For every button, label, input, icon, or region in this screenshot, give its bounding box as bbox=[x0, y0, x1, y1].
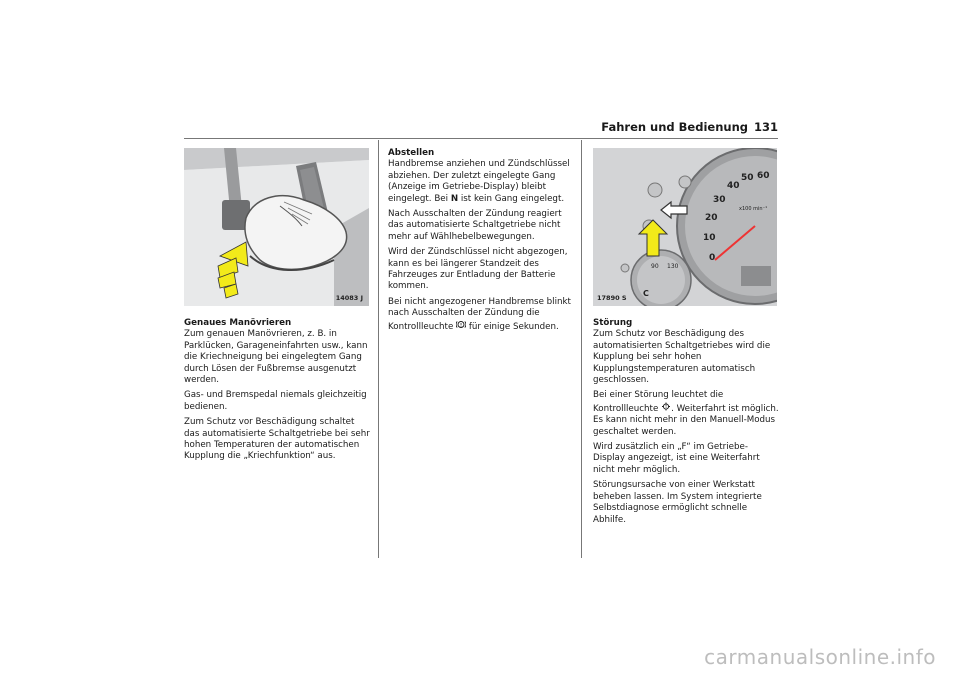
svg-text:130: 130 bbox=[667, 263, 679, 270]
section-heading-parking: Abstellen bbox=[388, 148, 435, 158]
paragraph-3: Zum Schutz vor Beschädigung schaltet das automatisierte Schaltgetriebe bei sehr hohen Temperaturen der automatischen Kupplung die „Kriechfunktion“ aus. bbox=[184, 417, 370, 462]
paragraph-text: Zum Schutz vor Beschädigung des automatisierten Schaltgetriebes wird die Kupplung bei sehr hohen Kupplungstemperaturen automatisch geschlossen. bbox=[593, 329, 771, 386]
right-column bbox=[593, 318, 779, 530]
left-column bbox=[184, 318, 372, 467]
paragraph-text-a: Bei nicht angezogener Handbremse blinkt nach Ausschalten der Zündung die Kontrollleuchte bbox=[388, 296, 571, 332]
section-title: Fahren und Bedienung bbox=[601, 120, 748, 134]
paragraph-text-b: für einige Sekunden. bbox=[466, 321, 559, 332]
brake-warning-icon bbox=[456, 320, 466, 333]
instrument-cluster-illustration bbox=[593, 148, 777, 306]
paragraph-3: Wird zusätzlich ein „F“ im Getriebe-Display angezeigt, ist eine Weiterfahrt nicht mehr möglich. bbox=[593, 442, 760, 475]
svg-text:40: 40 bbox=[727, 181, 740, 191]
pedal-foot-illustration bbox=[184, 148, 369, 306]
paragraph-2: Nach Ausschalten der Zündung reagiert das automatisierte Schaltgetriebe nicht mehr auf Wählhebelbewegungen. bbox=[388, 209, 562, 242]
column-divider-left bbox=[378, 140, 379, 558]
paragraph-3: Wird der Zündschlüssel nicht abgezogen, kann es bei längerer Standzeit des Fahrzeuges zur Entladung der Batterie kommen. bbox=[388, 247, 568, 292]
paragraph-text-a: Handbremse anziehen und Zündschlüssel abziehen. Der zuletzt eingelegte Gang (Anzeige im Getriebe-Display) bleibt eingelegt. Bei bbox=[388, 159, 570, 204]
svg-text:20: 20 bbox=[705, 213, 718, 223]
svg-text:0: 0 bbox=[709, 253, 716, 263]
svg-text:30: 30 bbox=[713, 195, 726, 205]
svg-text:60: 60 bbox=[757, 171, 770, 181]
paragraph-text-b: ist kein Gang eingelegt. bbox=[458, 193, 565, 204]
svg-text:50: 50 bbox=[741, 173, 754, 183]
pedal-figure bbox=[184, 148, 369, 306]
svg-text:90: 90 bbox=[651, 263, 659, 270]
paragraph-1 bbox=[388, 148, 576, 205]
page-number: 131 bbox=[753, 120, 778, 134]
paragraph-text-b: . Weiterfahrt ist möglich. Es kann nicht mehr in den Manuell-Modus geschaltet werden. bbox=[593, 403, 779, 437]
svg-text:10: 10 bbox=[703, 233, 716, 243]
gearbox-fault-icon bbox=[661, 402, 671, 415]
paragraph-text-a: Bei einer Störung leuchtet die Kontrollleuchte bbox=[593, 390, 724, 414]
middle-column bbox=[388, 148, 576, 337]
paragraph-1 bbox=[184, 318, 372, 386]
section-heading-fault: Störung bbox=[593, 318, 633, 328]
svg-text:!: ! bbox=[460, 322, 463, 328]
section-heading-manoeuvring: Genaues Manövrieren bbox=[184, 318, 292, 328]
paragraph-2: Gas- und Bremspedal niemals gleichzeitig bedienen. bbox=[184, 390, 367, 412]
figure-code: 14083 J bbox=[335, 294, 363, 302]
column-divider-right bbox=[581, 140, 582, 558]
paragraph-1 bbox=[593, 318, 779, 386]
paragraph-4: Störungsursache von einer Werkstatt beheben lassen. Im System integrierte Selbstdiagnose ermöglicht schnelle Abhilfe. bbox=[593, 480, 762, 525]
dashboard-figure bbox=[593, 148, 777, 306]
paragraph-2 bbox=[593, 390, 779, 438]
svg-text:x100 min⁻¹: x100 min⁻¹ bbox=[739, 206, 768, 212]
figure-code: 17890 S bbox=[597, 294, 627, 302]
watermark: carmanualsonline.info bbox=[704, 645, 936, 669]
svg-text:C: C bbox=[643, 289, 649, 298]
neutral-gear-symbol: N bbox=[450, 193, 459, 204]
svg-text:!: ! bbox=[665, 404, 667, 410]
page-header bbox=[180, 120, 778, 136]
paragraph-text: Zum genauen Manövrieren, z. B. in Parklücken, Garageneinfahrten usw., kann die Kriechneigung bei eingelegtem Gang durch Lösen der Fußbremse ausgenutzt werden. bbox=[184, 329, 368, 386]
paragraph-4 bbox=[388, 297, 576, 333]
header-divider bbox=[184, 138, 778, 139]
